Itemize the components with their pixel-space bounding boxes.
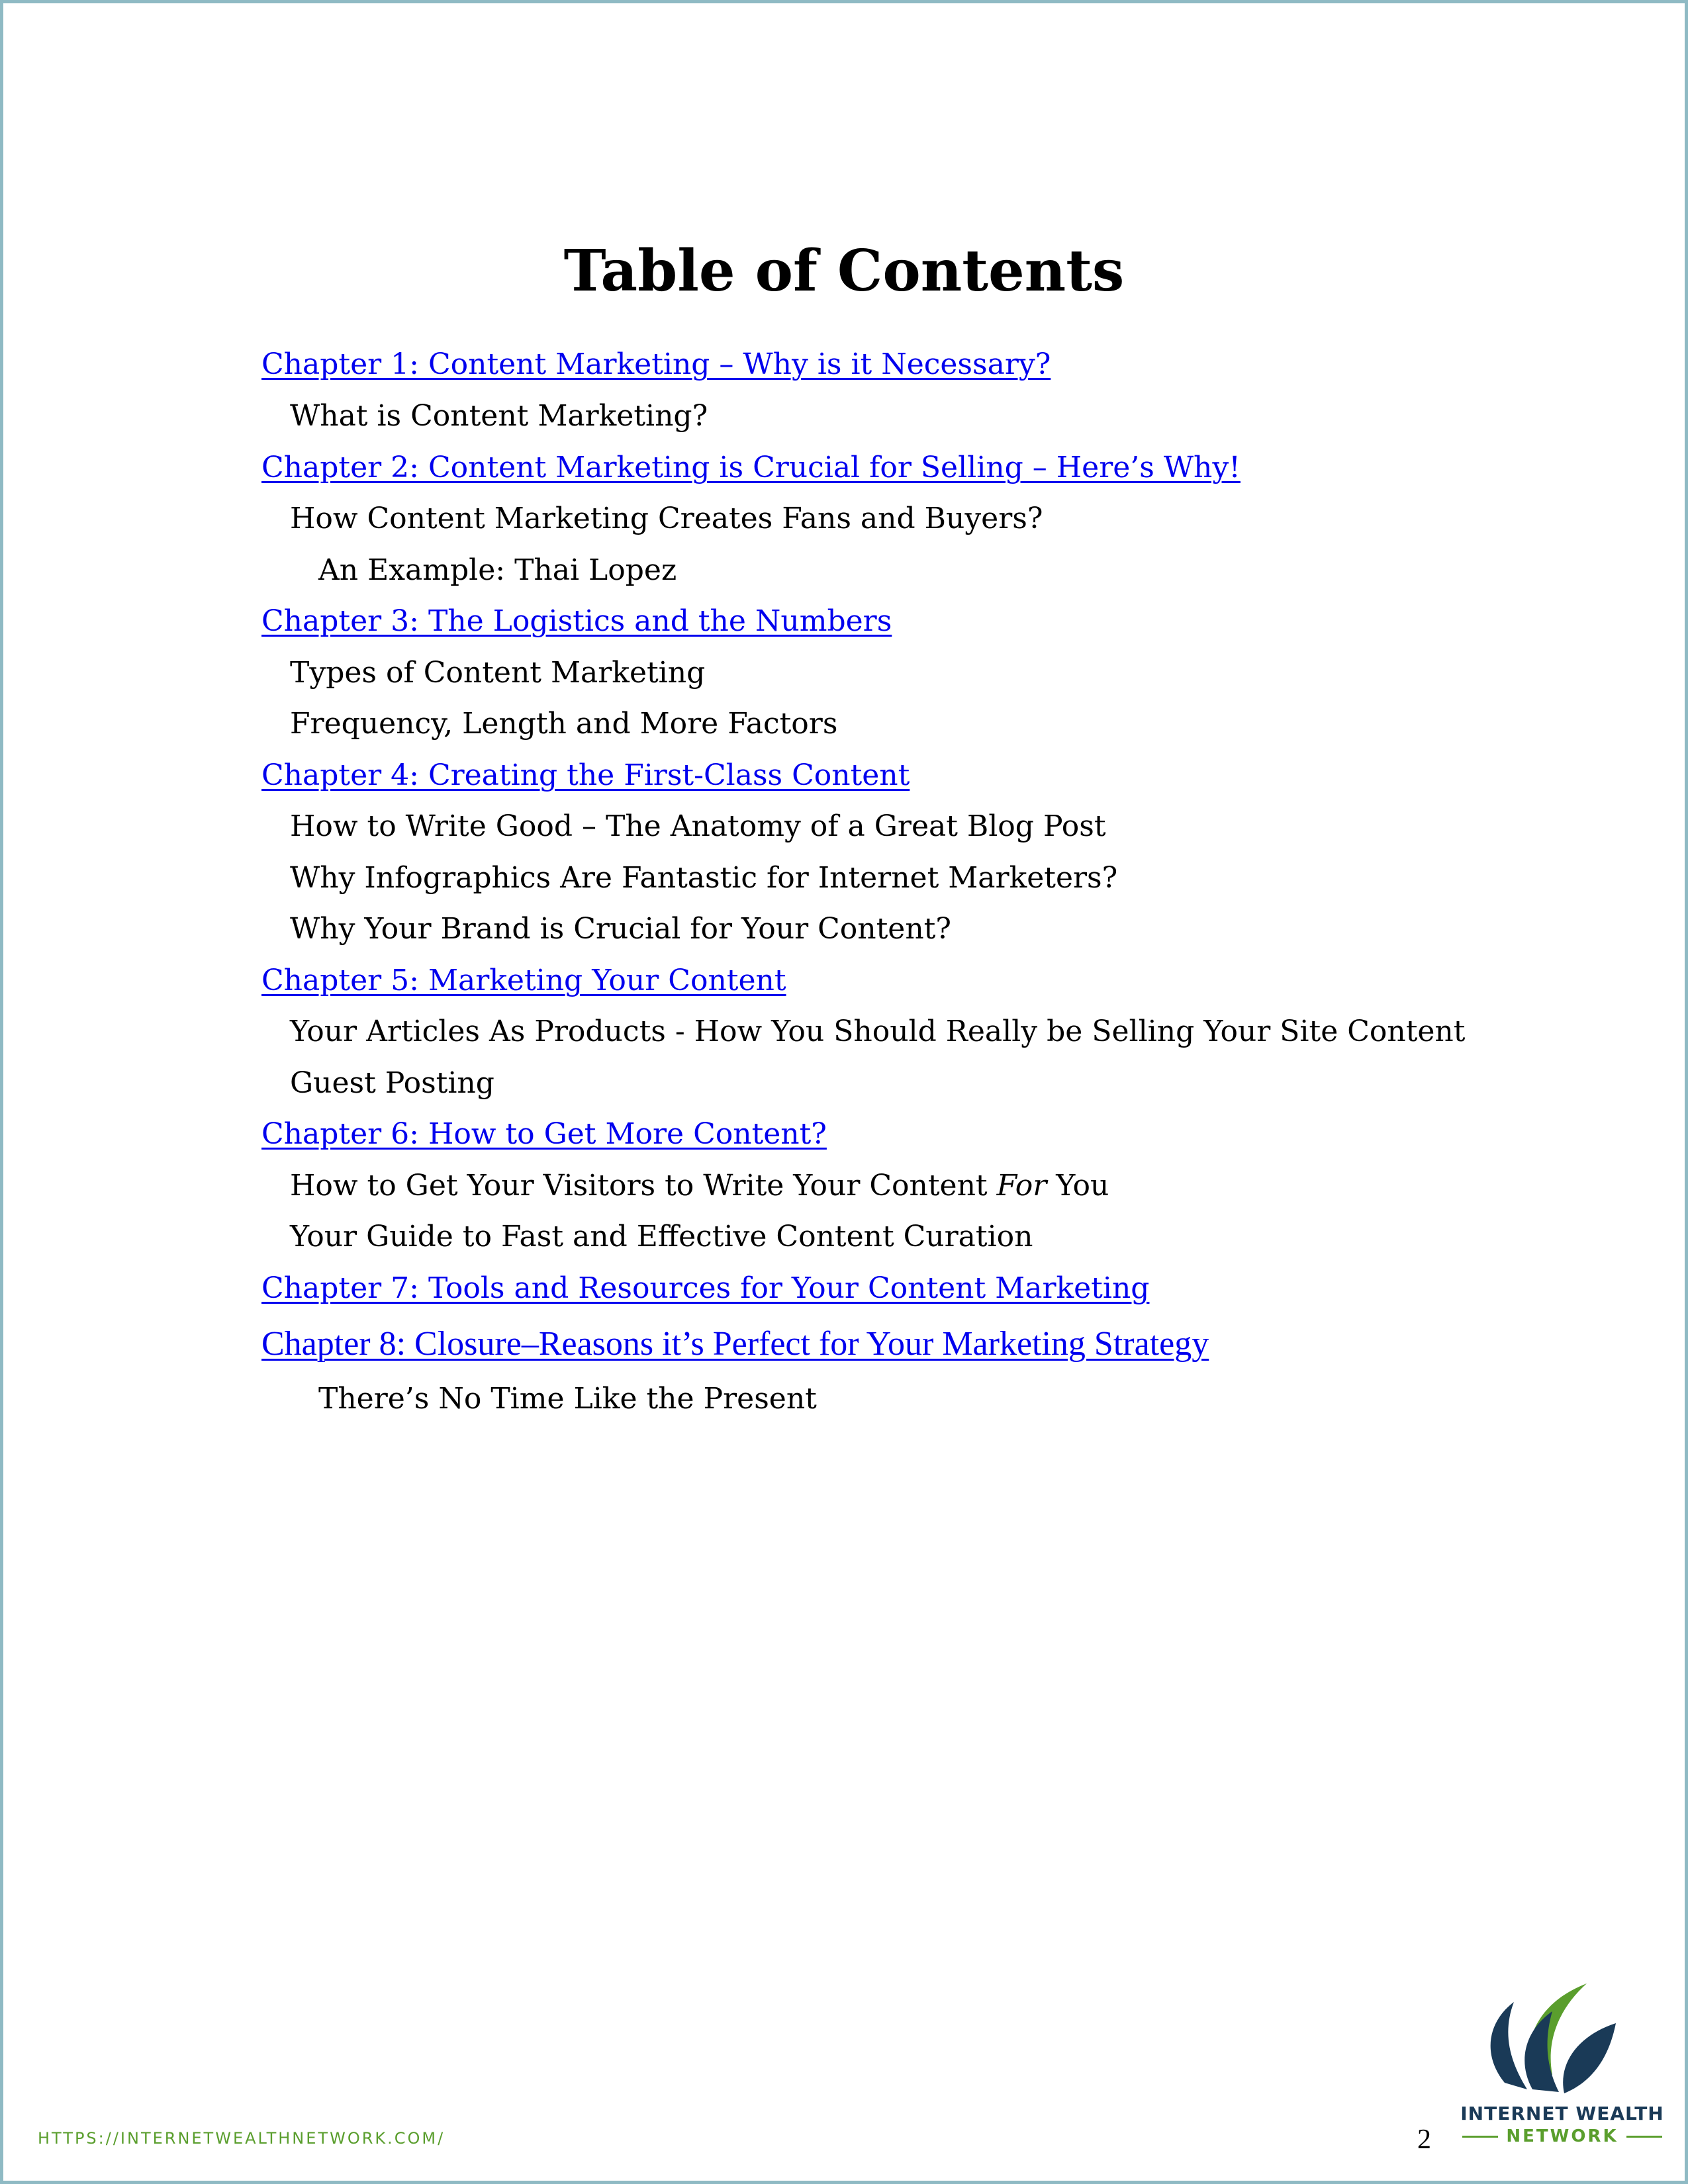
footer-url: HTTPS://INTERNETWEALTHNETWORK.COM/ [38, 2129, 445, 2148]
toc-section-types: Types of Content Marketing [290, 656, 706, 690]
toc-chapter-7[interactable] [261, 1271, 1150, 1305]
internet-wealth-network-logo [1453, 1976, 1671, 2148]
toc-section-what-is-content-marketing: What is Content Marketing? [290, 399, 708, 433]
toc-chapter-1-link[interactable]: Chapter 1: Content Marketing – Why is it Necessary? [261, 347, 1051, 381]
toc-chapter-2[interactable] [261, 453, 1241, 482]
toc-section-fans-and-buyers: How Content Marketing Creates Fans and Buyers? [290, 502, 1043, 535]
toc-chapter-3-link[interactable]: Chapter 3: The Logistics and the Numbers [261, 604, 892, 638]
toc-section-articles-as-products: Your Articles As Products - How You Should Really be Selling Your Site Content [290, 1015, 1466, 1048]
toc-chapter-3[interactable] [261, 604, 892, 638]
logo-rule-left [1462, 2136, 1498, 2138]
toc-chapter-6[interactable] [261, 1117, 827, 1151]
toc-section-no-time-like-present: There’s No Time Like the Present [318, 1382, 817, 1416]
toc-chapter-8-link[interactable]: Chapter 8: Closure–Reasons it’s Perfect for Your Marketing Strategy [261, 1325, 1209, 1363]
page-number: 2 [1417, 2124, 1431, 2155]
toc-section-thai-lopez: An Example: Thai Lopez [318, 553, 677, 587]
toc-section-guest-posting: Guest Posting [290, 1066, 494, 1100]
toc-section-visitors-write [290, 1171, 1109, 1201]
toc-chapter-4[interactable] [261, 758, 910, 792]
toc-section-visitors-write-text-before: How to Get Your Visitors to Write Your Content [290, 1169, 997, 1203]
toc-chapter-7-link[interactable]: Chapter 7: Tools and Resources for Your Content Marketing [261, 1271, 1150, 1305]
logo-mark-icon [1453, 1976, 1671, 2101]
toc-section-brand: Why Your Brand is Crucial for Your Content? [290, 912, 951, 946]
toc-section-curation: Your Guide to Fast and Effective Content Curation [290, 1220, 1033, 1253]
toc-section-frequency: Frequency, Length and More Factors [290, 707, 838, 741]
logo-text-network: NETWORK [1506, 2126, 1618, 2146]
logo-text-line2 [1453, 2126, 1671, 2146]
page-title: Table of Contents [563, 238, 1125, 304]
toc-chapter-5[interactable] [261, 966, 786, 995]
toc-chapter-8[interactable] [261, 1327, 1209, 1361]
toc-chapter-4-link[interactable]: Chapter 4: Creating the First-Class Content [261, 758, 910, 792]
toc-section-visitors-write-emphasis: For [996, 1169, 1047, 1203]
toc-chapter-6-link[interactable]: Chapter 6: How to Get More Content? [261, 1117, 827, 1151]
toc-chapter-1[interactable] [261, 347, 1051, 381]
toc-chapter-2-link[interactable]: Chapter 2: Content Marketing is Crucial for Selling – Here’s Why! [261, 451, 1241, 484]
toc-section-write-good: How to Write Good – The Anatomy of a Great Blog Post [290, 809, 1106, 843]
toc-section-infographics: Why Infographics Are Fantastic for Internet Marketers? [290, 861, 1118, 895]
logo-rule-right [1626, 2136, 1662, 2138]
toc-section-visitors-write-text-after: You [1047, 1169, 1109, 1203]
toc-chapter-5-link[interactable]: Chapter 5: Marketing Your Content [261, 964, 786, 997]
logo-text-line1: INTERNET WEALTH [1460, 2103, 1664, 2124]
